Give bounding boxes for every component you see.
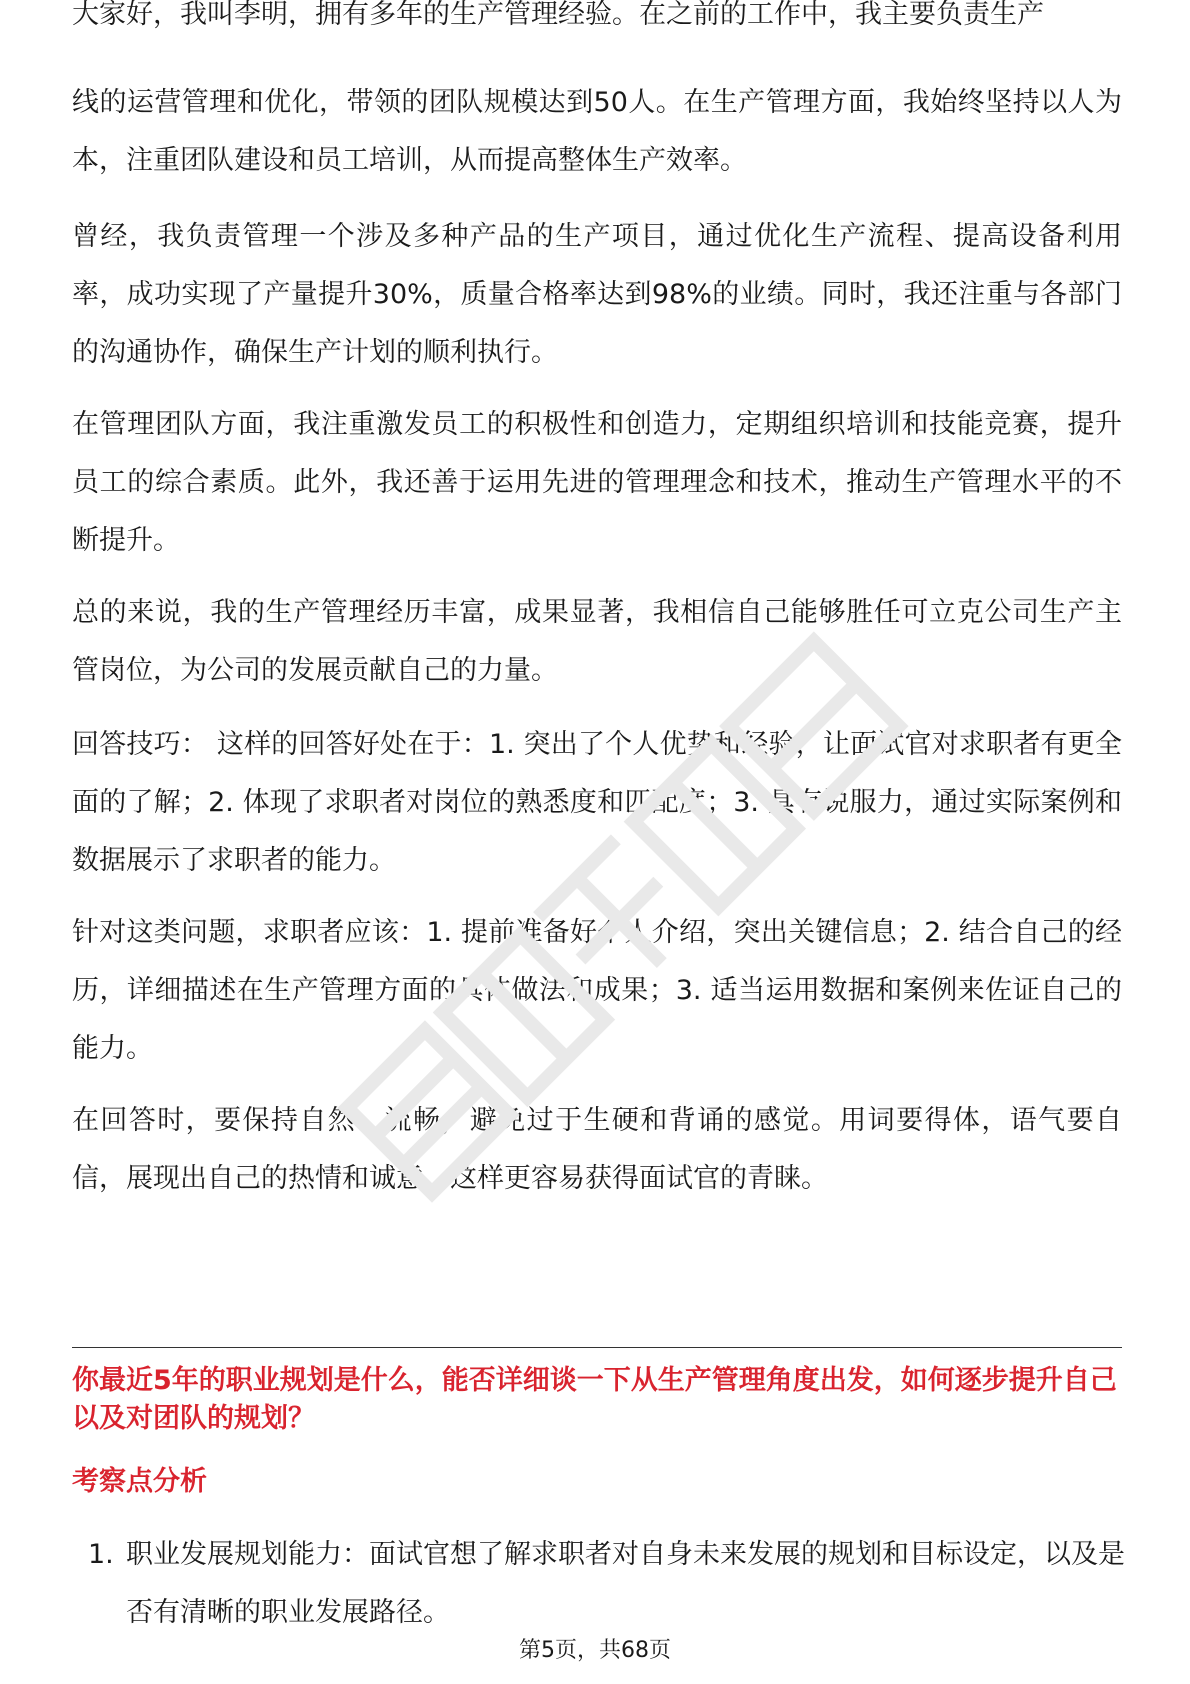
paragraph-2: 曾经，我负责管理一个涉及多种产品的生产项目，通过优化生产流程、提高设备利用率，成功实现了产量提升30%，质量合格率达到98%的业绩。同时，我还注重与各部门的沟通协作，确保生产计划的顺利执行。 bbox=[72, 221, 1122, 368]
list-item-text: 职业发展规划能力：面试官想了解求职者对自身未来发展的规划和目标设定，以及是否有清晰的职业发展路径。 bbox=[126, 1539, 1125, 1628]
list-item-number: 1. bbox=[88, 1539, 114, 1570]
paragraph-3: 在管理团队方面，我注重激发员工的积极性和创造力，定期组织培训和技能竞赛，提升员工的综合素质。此外，我还善于运用先进的管理理念和技术，推动生产管理水平的不断提升。 bbox=[72, 409, 1122, 556]
page-footer: 第5页，共68页 bbox=[519, 1638, 671, 1663]
section-title: 考察点分析 bbox=[72, 1466, 207, 1497]
analysis-list bbox=[88, 1526, 1128, 1642]
paragraph-4: 总的来说，我的生产管理经历丰富，成果显著，我相信自己能够胜任可立克公司生产主管岗位，为公司的发展贡献自己的力量。 bbox=[72, 597, 1122, 686]
answer-tips-paragraph: 回答技巧： 这样的回答好处在于：1. 突出了个人优势和经验，让面试官对求职者有更全面的了解；2. 体现了求职者对岗位的熟悉度和匹配度；3. 具有说服力，通过实际案例和数据展示了求职者的能力。 bbox=[72, 729, 1122, 876]
closing-paragraph: 在回答时，要保持自然、流畅，避免过于生硬和背诵的感觉。用词要得体，语气要自信，展现出自己的热情和诚意，这样更容易获得面试官的青睐。 bbox=[72, 1105, 1122, 1194]
cut-off-top-line: 大家好，我叫李明，拥有多年的生产管理经验。在之前的工作中，我主要负责生产 bbox=[72, 0, 1044, 30]
section-divider bbox=[72, 1347, 1122, 1348]
paragraph-1: 线的运营管理和优化，带领的团队规模达到50人。在生产管理方面，我始终坚持以人为本，注重团队建设和员工培训，从而提高整体生产效率。 bbox=[72, 87, 1122, 176]
list-item bbox=[88, 1526, 1128, 1642]
advice-paragraph: 针对这类问题，求职者应该：1. 提前准备好个人介绍，突出关键信息；2. 结合自己的经历，详细描述在生产管理方面的具体做法和成果；3. 适当运用数据和案例来佐证自己的能力。 bbox=[72, 917, 1122, 1064]
interview-question: 你最近5年的职业规划是什么，能否详细谈一下从生产管理角度出发，如何逐步提升自己以及对团队的规划？ bbox=[72, 1365, 1117, 1434]
